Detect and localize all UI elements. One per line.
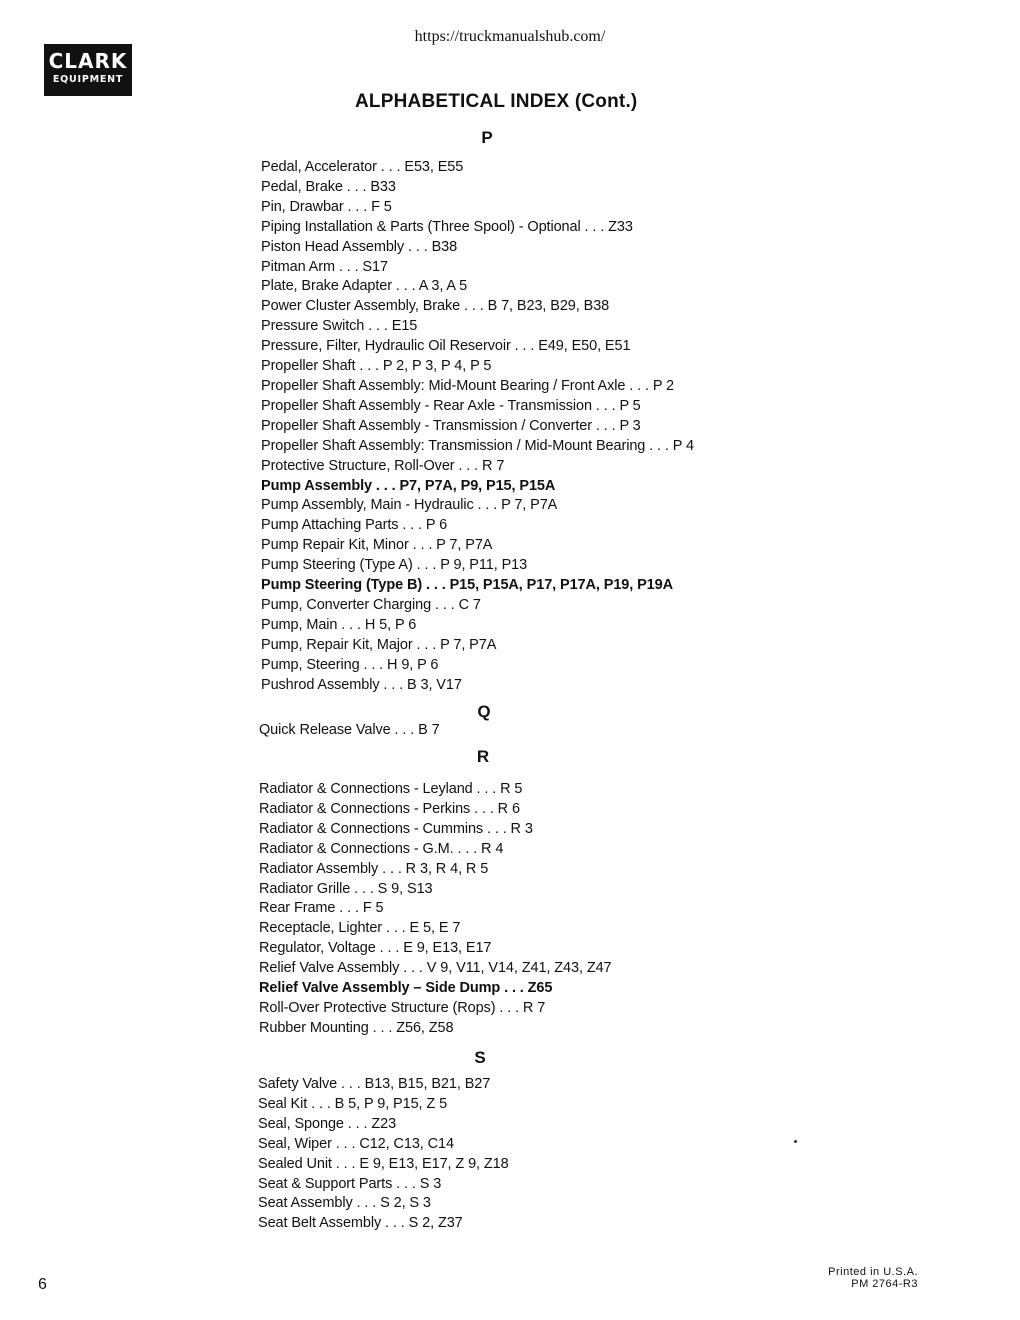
index-entry: Power Cluster Assembly, Brake . . . B 7, B23, B29, B38 (261, 298, 610, 315)
index-entry: Pump Steering (Type A) . . . P 9, P11, P13 (261, 557, 528, 574)
index-entry: Regulator, Voltage . . . E 9, E13, E17 (259, 940, 492, 957)
index-entry: Pin, Drawbar . . . F 5 (261, 198, 392, 215)
index-entry: Pressure Switch . . . E15 (261, 318, 418, 335)
source-url: https://truckmanualshub.com/ (414, 28, 606, 45)
index-entry: Pushrod Assembly . . . B 3, V17 (261, 676, 462, 693)
index-entry: Pedal, Accelerator . . . E53, E55 (261, 159, 464, 175)
section-letter-r: R (476, 747, 490, 766)
logo-text-equipment: EQUIPMENT (52, 74, 124, 85)
page-title: ALPHABETICAL INDEX (Cont.) (355, 91, 638, 112)
index-entry: Pump, Main . . . H 5, P 6 (261, 616, 417, 633)
index-entry: Propeller Shaft Assembly: Mid-Mount Bearing / Front Axle . . . P 2 (261, 377, 675, 394)
print-info (828, 1266, 918, 1290)
index-entry: Propeller Shaft Assembly - Transmission / Converter . . . P 3 (261, 417, 641, 434)
index-entry: Piping Installation & Parts (Three Spool) - Optional . . . Z33 (261, 218, 633, 235)
index-entry: Pump, Steering . . . H 9, P 6 (261, 656, 439, 673)
index-list-q (259, 721, 440, 741)
index-entry: Plate, Brake Adapter . . . A 3, A 5 (261, 278, 468, 295)
index-entry: Pump, Repair Kit, Major . . . P 7, P7A (261, 636, 497, 653)
index-entry: Radiator Assembly . . . R 3, R 4, R 5 (259, 860, 489, 877)
index-entry: Seal, Sponge . . . Z23 (258, 1115, 397, 1132)
index-entry: Roll-Over Protective Structure (Rops) . . . R 7 (259, 999, 546, 1016)
index-entry: Pump Assembly . . . P7, P7A, P9, P15, P15A (261, 477, 556, 494)
index-entry: Pump Steering (Type B) . . . P15, P15A, P17, P17A, P19, P19A (261, 577, 673, 594)
index-list-r (259, 780, 612, 1039)
index-entry: Radiator & Connections - G.M. . . . R 4 (259, 840, 504, 857)
index-entry: Sealed Unit . . . E 9, E13, E17, Z 9, Z18 (258, 1155, 509, 1172)
index-entry: Pump, Converter Charging . . . C 7 (261, 596, 481, 613)
section-letter-p: P (481, 128, 493, 147)
index-list-p (261, 158, 694, 695)
index-entry: Piston Head Assembly . . . B38 (261, 238, 458, 255)
clark-equipment-logo (44, 44, 132, 96)
index-entry: Rear Frame . . . F 5 (259, 900, 384, 917)
index-entry: Rubber Mounting . . . Z56, Z58 (259, 1019, 454, 1036)
index-entry: Pitman Arm . . . S17 (261, 258, 388, 275)
index-entry: Relief Valve Assembly – Side Dump . . . Z65 (259, 980, 553, 997)
document-code: PM 2764-R3 (851, 1278, 918, 1290)
index-entry: Protective Structure, Roll-Over . . . R 7 (261, 457, 505, 474)
index-entry: Relief Valve Assembly . . . V 9, V11, V14, Z41, Z43, Z47 (259, 960, 612, 977)
stray-mark (794, 1140, 797, 1143)
index-entry: Propeller Shaft Assembly - Rear Axle - Transmission . . . P 5 (261, 397, 641, 414)
index-entry: Seat & Support Parts . . . S 3 (258, 1175, 442, 1192)
index-entry: Quick Release Valve . . . B 7 (259, 722, 440, 738)
index-entry: Propeller Shaft . . . P 2, P 3, P 4, P 5 (261, 358, 492, 375)
index-entry: Radiator & Connections - Cummins . . . R 3 (259, 820, 533, 837)
index-entry: Pump Repair Kit, Minor . . . P 7, P7A (261, 537, 493, 554)
printed-location: Printed in U.S.A. (828, 1266, 918, 1278)
index-entry: Receptacle, Lighter . . . E 5, E 7 (259, 920, 461, 937)
index-entry: Propeller Shaft Assembly: Transmission / Mid-Mount Bearing . . . P 4 (261, 437, 694, 454)
index-entry: Pressure, Filter, Hydraulic Oil Reservoir . . . E49, E50, E51 (261, 338, 631, 355)
index-entry: Radiator & Connections - Leyland . . . R 5 (259, 781, 523, 797)
section-letter-q: Q (477, 702, 491, 721)
index-entry: Radiator Grille . . . S 9, S13 (259, 880, 433, 897)
section-letter-s: S (474, 1048, 486, 1067)
index-list-s (258, 1075, 509, 1234)
logo-text-clark: CLARK (48, 49, 128, 73)
index-entry: Pump Attaching Parts . . . P 6 (261, 517, 448, 534)
index-entry: Safety Valve . . . B13, B15, B21, B27 (258, 1076, 491, 1092)
index-entry: Seat Assembly . . . S 2, S 3 (258, 1195, 431, 1212)
index-entry: Pedal, Brake . . . B33 (261, 178, 396, 195)
page-number: 6 (38, 1276, 47, 1293)
index-entry: Seat Belt Assembly . . . S 2, Z37 (258, 1215, 463, 1232)
index-entry: Radiator & Connections - Perkins . . . R 6 (259, 800, 520, 817)
index-entry: Seal Kit . . . B 5, P 9, P15, Z 5 (258, 1095, 448, 1112)
index-entry: Seal, Wiper . . . C12, C13, C14 (258, 1135, 454, 1152)
index-entry: Pump Assembly, Main - Hydraulic . . . P 7, P7A (261, 497, 558, 514)
